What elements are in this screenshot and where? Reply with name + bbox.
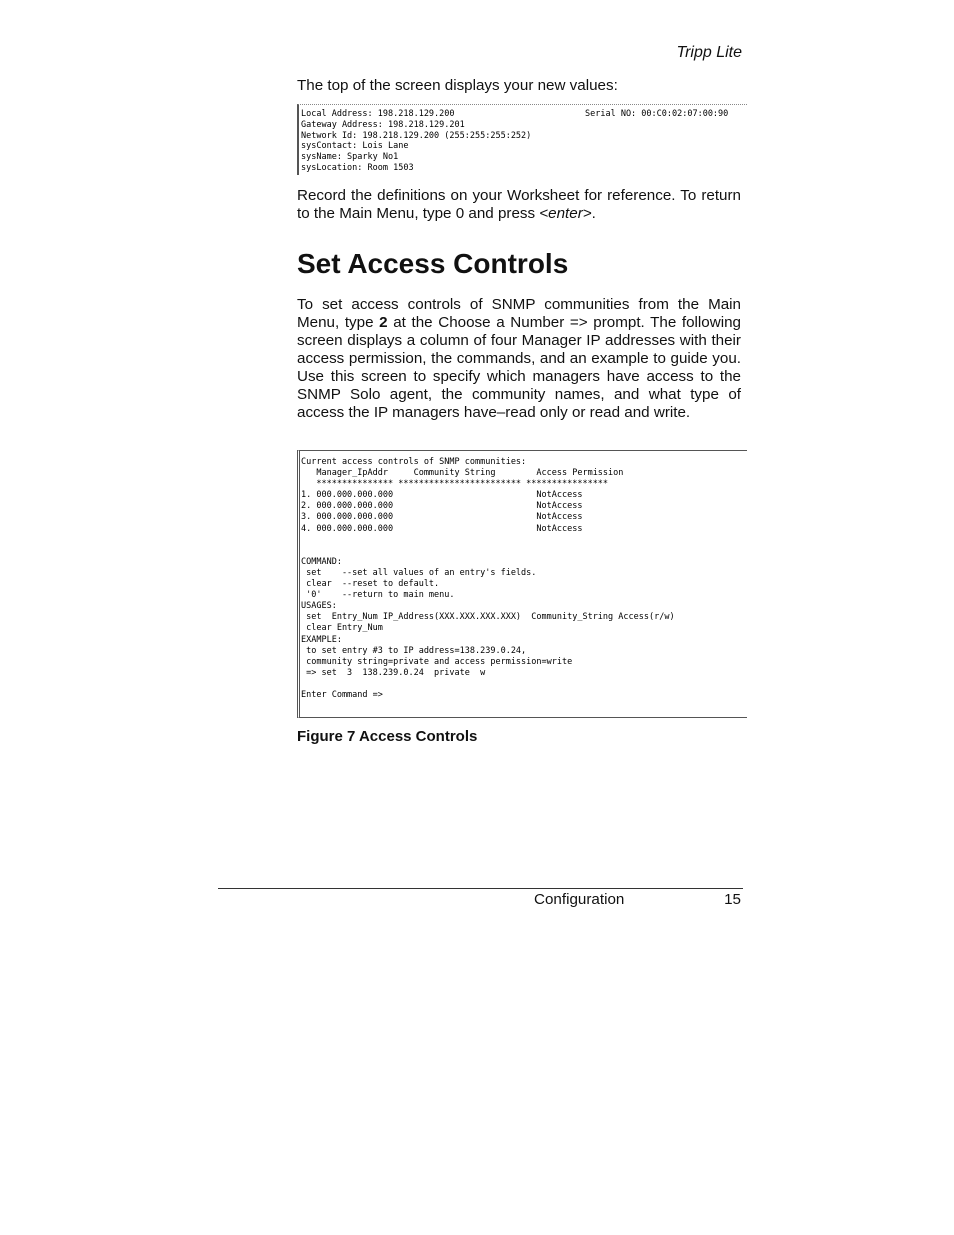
access-text-end: at the Choose a Number => prompt. The following screen displays a column of four Manager IP addresses with their access permission, the commands, and an example to guide you. Use this screen to specify which managers have access to the SNMP Solo agent, the community names, and what type of access the IP managers have–read only or read and write.: [297, 314, 741, 421]
record-paragraph: [297, 187, 741, 223]
running-header-brand: Tripp Lite: [676, 44, 742, 61]
terminal-screen-access-controls: [297, 450, 747, 718]
terminal-serial-number: Serial NO: 00:C0:02:07:00:90: [585, 109, 729, 119]
intro-paragraph: The top of the screen displays your new values:: [297, 77, 618, 94]
footer-section-name: Configuration: [534, 891, 625, 908]
terminal-access-text: Current access controls of SNMP communities: Manager_IpAddr Community String Access Permission *************** ************************ **************** 1. 000.000.000.000 NotAccess 2. 000.000.000.000 NotAccess 3. 000.000.000.000 NotAccess 4. 000.000.000.000 NotAccess COMMAND: set --set all values of an entry's fields. clear --reset to default. '0' --return to main menu. USAGES: set Entry_Num IP_Address(XXX.XXX.XXX.XXX) Community_String Access(r/w) clear Entry_Num EXAMPLE: to set entry #3 to IP address=138.239.0.24, community string=private and access permission=write => set 3 138.239.0.24 private w Enter Command =>: [301, 457, 675, 700]
terminal-values-text: Local Address: 198.218.129.200 Gateway Address: 198.218.129.201 Network Id: 198.218.129.200 (255:255:255:252) sysContact: Lois Lane sysName: Sparky No1 sysLocation: Room 1503: [301, 109, 532, 173]
section-heading: Set Access Controls: [297, 248, 569, 279]
enter-key-label: <enter>: [539, 205, 592, 222]
record-text: Record the definitions on your Worksheet for reference. To return to the Main Menu, type 0 and press: [297, 187, 741, 222]
access-paragraph: [297, 296, 741, 422]
terminal-screen-values: [297, 104, 747, 175]
record-text-end: .: [591, 205, 596, 222]
footer-divider: [218, 888, 743, 889]
menu-key-number: 2: [379, 314, 388, 331]
footer-page-number: 15: [724, 891, 741, 908]
figure-caption: Figure 7 Access Controls: [297, 728, 478, 745]
access-text-start: To set access controls of SNMP communities from the Main Menu, type: [297, 296, 741, 331]
